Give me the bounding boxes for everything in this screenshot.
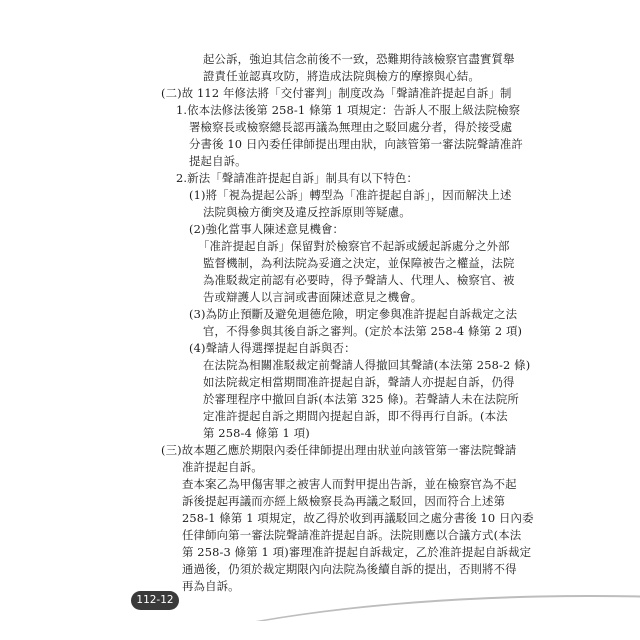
page-number-tab — [131, 591, 179, 610]
text-line: 法院與檢方衝突及違反控訴原則等疑慮。 — [203, 205, 411, 219]
text-line: 在法院為相關准駁裁定前聲請人得撤回其聲請(本法第 258-2 條) — [203, 358, 531, 372]
text-line: 署檢察長或檢察總長認再議為無理由之駁回處分者，得於接受處 — [189, 120, 513, 134]
text-line: 258-1 條第 1 項規定，故乙得於收到再議駁回之處分書後 10 日內委 — [182, 511, 534, 525]
text-line: 官，不得參與其後自訴之審判。(定於本法第 258-4 條第 2 項) — [203, 324, 523, 338]
text-line: 查本案乙為甲傷害罪之被害人而對甲提出告訴，並在檢察官為不起 — [182, 477, 517, 491]
text-line: (3)為防止預斷及避免迴德危險，明定參與准許提起自訴裁定之法 — [189, 307, 518, 321]
text-line: 再為自訴。 — [182, 579, 240, 593]
text-line: 訴後提起再議而亦經上級檢察長為再議之駁回，因而符合上述第 — [182, 494, 506, 508]
text-line: 為准駁裁定前認有必要時，得予聲請人、代理人、檢察官、被 — [203, 273, 515, 287]
section-heading-2: (二)故 112 年修法將「交付審判」制度改為「聲請准許提起自訴」制 — [161, 86, 512, 100]
text-line: 任律師向第一審法院聲請准許提起自訴。法院則應以合議方式(本法 — [182, 528, 522, 542]
text-line: 告或辯護人以言詞或書面陳述意見之機會。 — [203, 290, 423, 304]
text-line: 第 258-3 條第 1 項)審理准許提起自訴裁定，乙於准許提起自訴裁定 — [182, 545, 532, 559]
text-line: 證責任並認真攻防，將造成法院與檢方的摩擦與心結。 — [203, 69, 480, 83]
text-line: 如法院裁定相當期間准許提起自訴，聲請人亦提起自訴，仍得 — [203, 375, 515, 389]
text-line: 分書後 10 日內委任律師提出理由狀，向該管第一審法院聲請准許 — [189, 137, 523, 151]
text-line: 定准許提起自訴之期間內提起自訴，即不得再行自訴。(本法 — [203, 409, 508, 423]
text-line: (4)聲請人得選擇提起自訴與否： — [189, 341, 356, 355]
text-line: 起公訴，強迫其信念前後不一致，恐難期待該檢察官盡實質舉 — [203, 52, 515, 66]
text-line: 1.依本法修法後第 258-1 條第 1 項規定：告訴人不服上級法院檢察 — [176, 103, 521, 117]
text-line: 准許提起自訴。 — [182, 460, 263, 474]
text-line: (2)強化當事人陳述意見機會： — [189, 222, 345, 236]
text-line: 提起自訴。 — [189, 154, 247, 168]
page-footer — [0, 581, 640, 621]
text-line: 通過後，仍須於裁定期限內向法院為後續自訴的提出，否則將不得 — [182, 562, 517, 576]
text-line: 第 258-4 條第 1 項) — [203, 426, 310, 440]
section-heading-3: (三)故本題乙應於期限內委任律師提出理由狀並向該管第一審法院聲請 — [161, 443, 517, 457]
text-line: 於審理程序中撤回自訴(本法第 325 條)。若聲請人未在法院所 — [203, 392, 519, 406]
text-line: 監督機制，為利法院為妥適之決定，並保障被告之權益，法院 — [203, 256, 515, 270]
text-line: 2.新法「聲請准許提起自訴」制具有以下特色： — [176, 171, 418, 185]
text-line: 「准許提起自訴」保留對於檢察官不起訴或緩起訴處分之外部 — [198, 239, 510, 253]
text-line: (1)將「視為提起公訴」轉型為「准許提起自訴」，因而解決上述 — [189, 188, 512, 202]
page-number: 112-12 — [136, 594, 174, 606]
